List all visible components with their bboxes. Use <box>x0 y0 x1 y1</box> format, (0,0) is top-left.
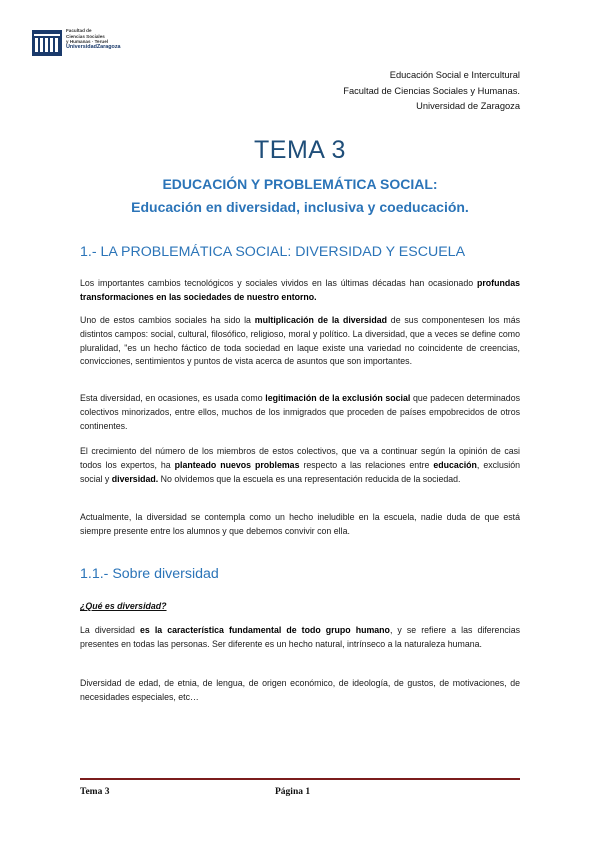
paragraph-4-bold-a: planteado nuevos problemas <box>174 459 300 470</box>
logo-line-4: UniversidadZaragoza <box>66 43 121 50</box>
footer-divider <box>80 778 520 780</box>
paragraph-4-text-d: No olvidemos que la escuela es una representación reducida de la sociedad. <box>158 473 461 484</box>
document-title: TEMA 3 <box>254 136 346 164</box>
header-course: Educación Social e Intercultural <box>389 70 520 80</box>
header-faculty: Facultad de Ciencias Sociales y Humanas. <box>343 85 520 96</box>
paragraph-5 <box>80 511 520 539</box>
paragraph-6-text-a: La diversidad <box>80 625 140 635</box>
paragraph-3-text-a: Esta diversidad, en ocasiones, es usada como <box>80 393 266 403</box>
paragraph-3 <box>80 392 520 433</box>
paragraph-1-bold: profundas transformaciones en las sociedades de nuestro entorno. <box>80 278 520 302</box>
paragraph-4-text-a: El crecimiento del número de los miembros de estos colectivos, que va a continuar según la opinión de casi todos los expertos, ha <box>80 446 520 470</box>
paragraph-5-text: Actualmente, la diversidad se contempla como un hecho ineludible en la escuela, nadie duda de que está siempre presente entre los alumnos y que debemos convivir con ella. <box>80 512 520 536</box>
faculty-building-icon <box>32 30 62 56</box>
footer-topic: Tema 3 <box>80 787 110 797</box>
paragraph-2-text-b: de sus componentesen los más distintos campos: social, cultural, filosófico, religioso, moral y político. La diversidad, que a veces se define como pluralidad, "es un hecho fáctico de toda sociedad en laque existe una variedad no coincidente de creencias, convicciones, sentimientos y puntos de vista acerca de asuntos que son importantes. <box>80 315 520 367</box>
paragraph-7 <box>80 677 520 705</box>
footer-page-number: Página 1 <box>275 787 311 797</box>
paragraph-4-bold-c: diversidad. <box>111 473 159 484</box>
university-logo <box>32 28 146 56</box>
paragraph-2-bold: multiplicación de la diversidad <box>254 315 387 325</box>
paragraph-4-text-c: , exclusión social y <box>80 459 521 484</box>
paragraph-2 <box>80 314 520 369</box>
paragraph-2-text-a: Uno de estos cambios sociales ha sido la <box>80 315 255 325</box>
document-subtitle: EDUCACIÓN Y PROBLEMÁTICA SOCIAL: <box>162 176 438 192</box>
paragraph-1-text: Los importantes cambios tecnológicos y sociales vividos en las últimas décadas han ocasionado <box>80 278 477 288</box>
paragraph-4-bold-b: educación <box>433 459 477 470</box>
logo-text <box>66 28 146 50</box>
paragraph-1 <box>80 277 520 305</box>
paragraph-6 <box>80 624 520 652</box>
header-university: Universidad de Zaragoza <box>416 101 520 111</box>
paragraph-3-text-b: que padecen determinados colectivos minorizados, entre ellos, muchos de los inmigrados que proceden de países empobrecidos de otros continentes. <box>80 393 520 431</box>
paragraph-7-text: Diversidad de edad, de etnia, de lengua, de origen económico, de ideología, de gustos, de motivaciones, de necesidades especiales, etc… <box>80 678 520 702</box>
logo-line-2: Ciencias Sociales <box>66 33 105 39</box>
logo-line-1: Facultad de <box>66 28 92 33</box>
paragraph-4-text-b: respecto a las relaciones entre <box>299 459 434 470</box>
section-heading-1-1: 1.1.- Sobre diversidad <box>80 566 219 582</box>
paragraph-6-text-b: , y se refiere a las diferencias presentes en todas las personas. Ser diferente es un hecho natural, intrínseco a la naturaleza humana. <box>80 625 520 649</box>
document-subtitle-2: Educación en diversidad, inclusiva y coeducación. <box>131 199 469 215</box>
section-heading-1: 1.- LA PROBLEMÁTICA SOCIAL: DIVERSIDAD Y ESCUELA <box>80 244 466 260</box>
paragraph-3-bold: legitimación de la exclusión social <box>265 393 411 403</box>
logo-line-3: y Humanas · Teruel <box>66 39 109 45</box>
paragraph-6-bold: es la característica fundamental de todo grupo humano <box>139 625 390 635</box>
subheading-question: ¿Qué es diversidad? <box>80 601 167 611</box>
paragraph-4 <box>80 445 520 486</box>
document-header <box>343 68 520 115</box>
